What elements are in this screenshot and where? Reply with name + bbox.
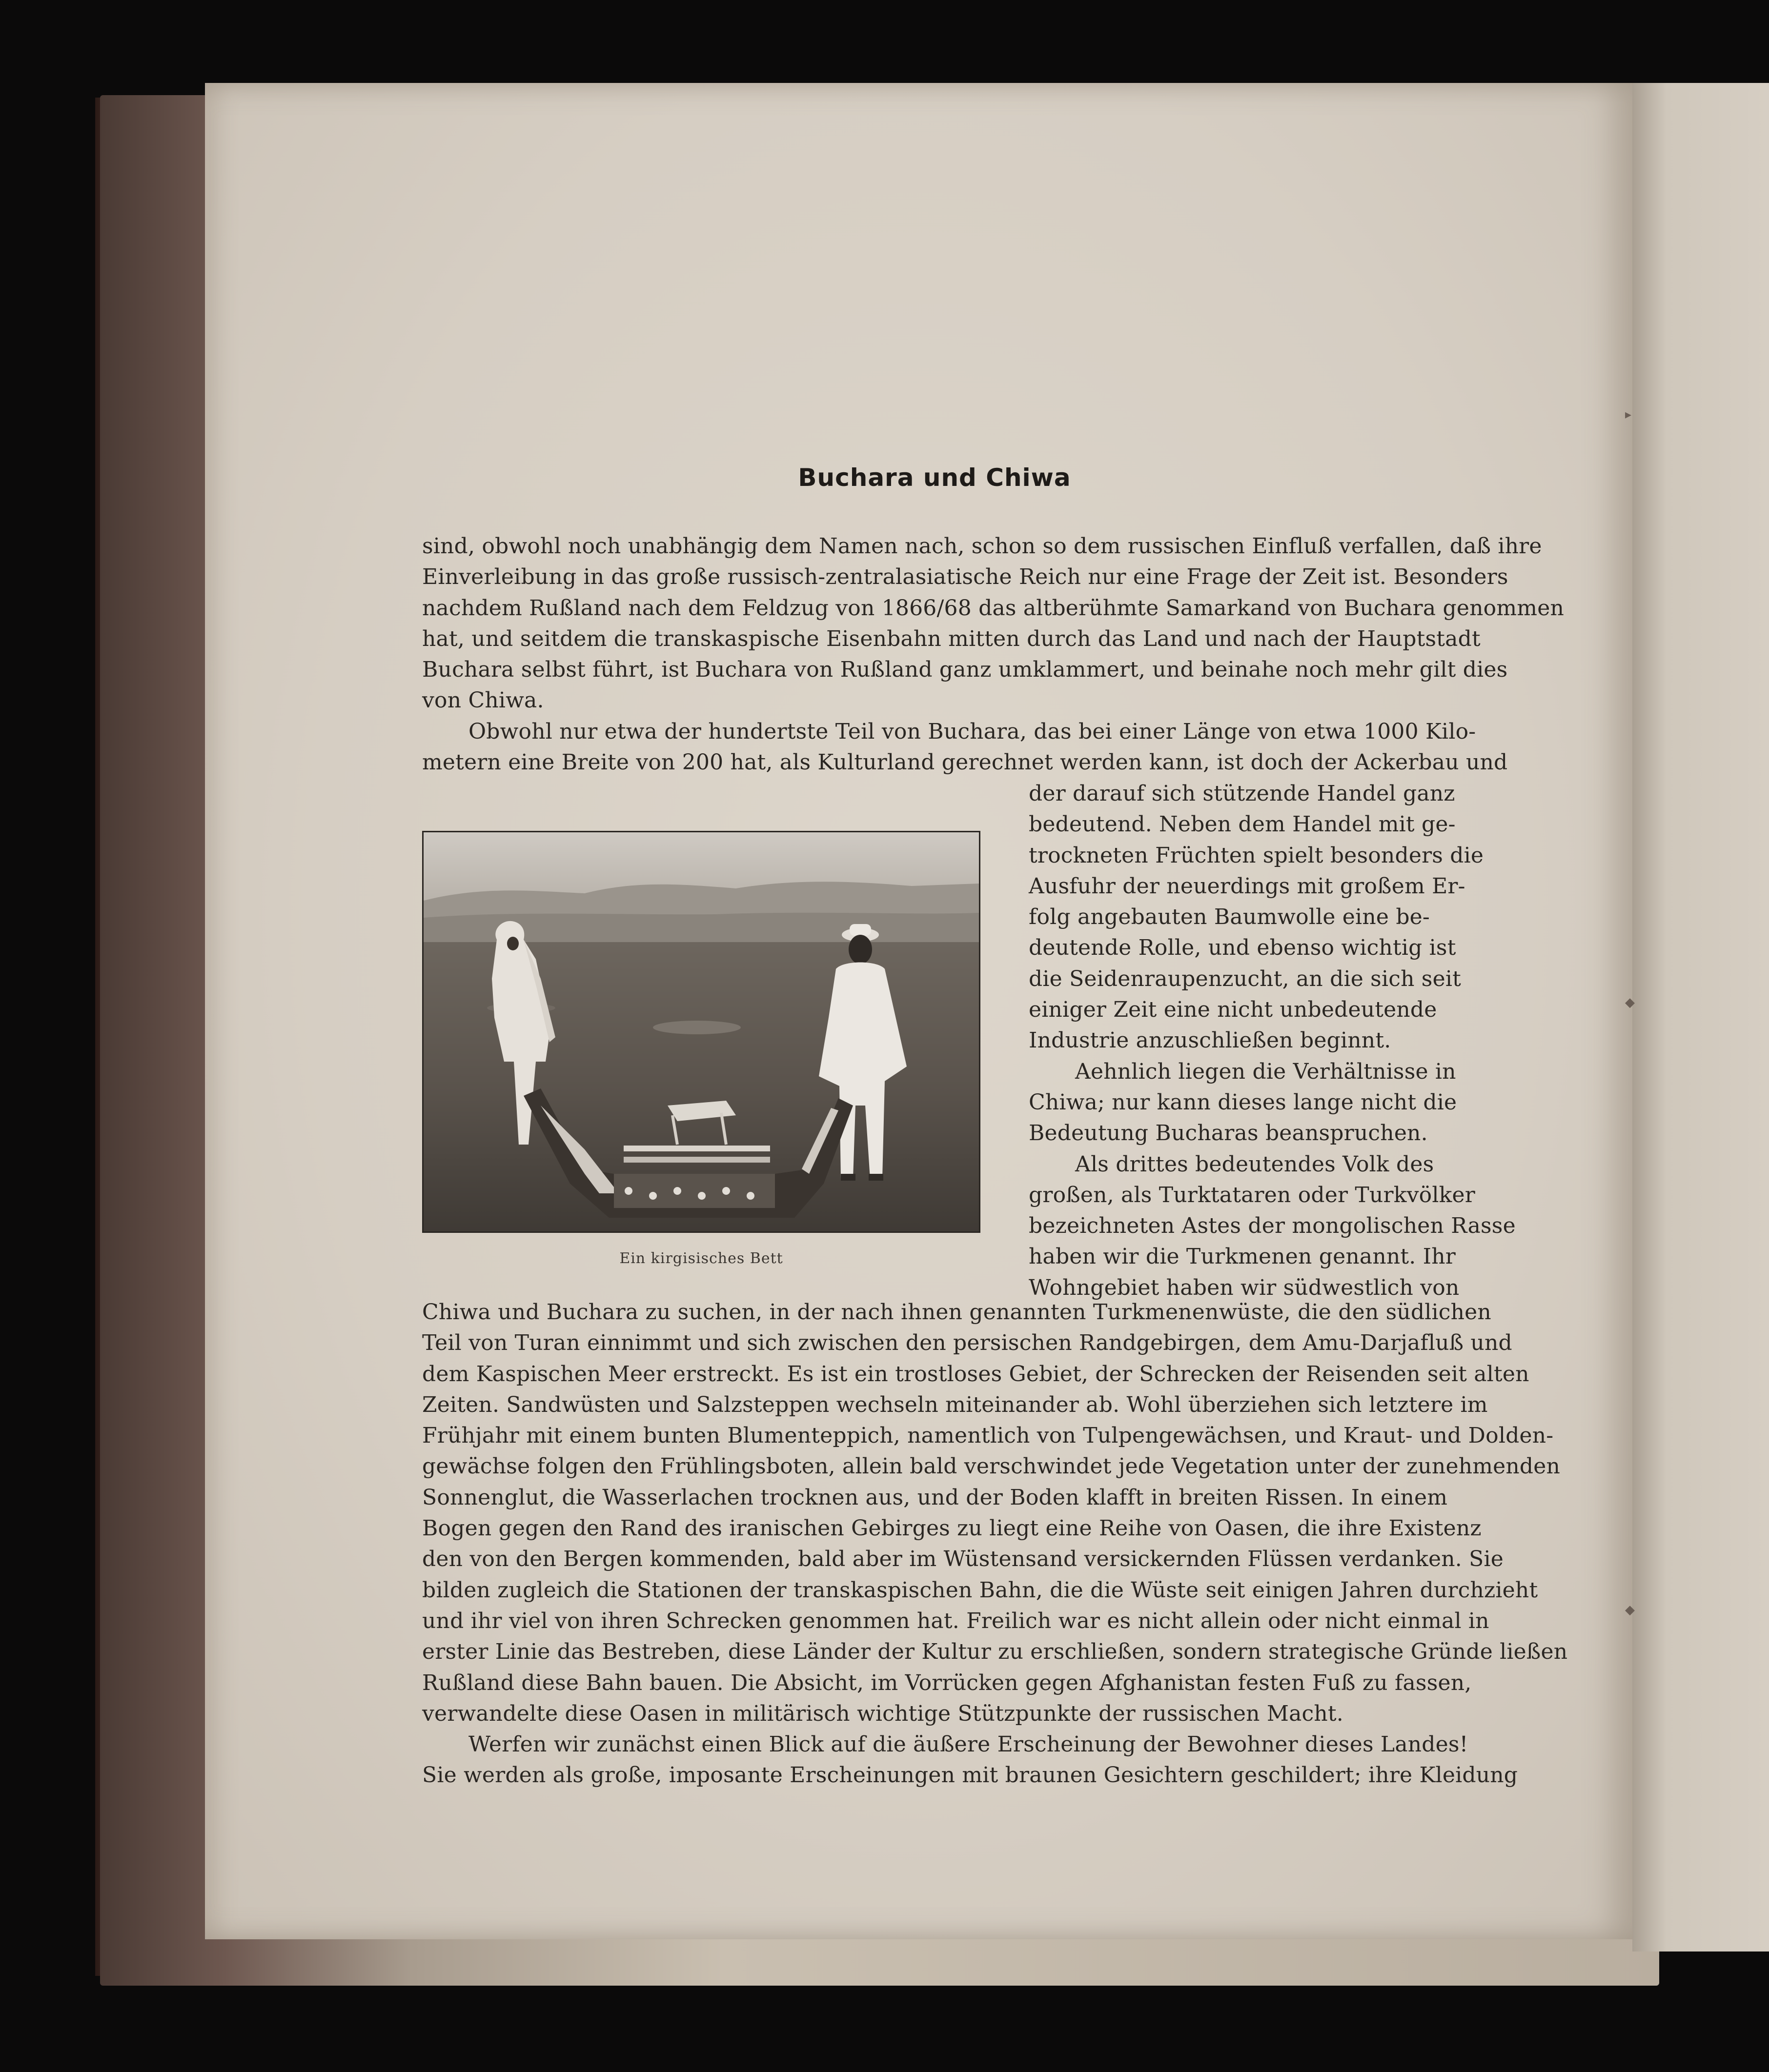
text-line: Zeiten. Sandwüsten und Salzsteppen wechseln miteinander ab. Wohl überziehen sich letztere im (422, 1392, 1488, 1417)
page-title: Buchara und Chiwa (798, 463, 1071, 492)
text-line: bedeutend. Neben dem Handel mit ge- (1029, 812, 1456, 837)
text-line: hat, und seitdem die transkaspische Eisenbahn mitten durch das Land und nach der Hauptstadt (422, 626, 1481, 651)
text-line: metern eine Breite von 200 hat, als Kulturland gerechnet werden kann, ist doch der Ackerbau und (422, 750, 1508, 775)
text-line: folg angebauten Baumwolle eine be- (1029, 905, 1430, 930)
text-line: von Chiwa. (422, 688, 544, 713)
text-block-side-column (1029, 778, 1516, 1303)
text-line: Bogen gegen den Rand des iranischen Gebirges zu liegt eine Reihe von Oasen, die ihre Existenz (422, 1516, 1482, 1541)
text-block-bottom (422, 1297, 1568, 1791)
text-line: und ihr viel von ihren Schrecken genommen hat. Freilich war es nicht allein oder nicht einmal in (422, 1608, 1489, 1633)
text-line: Werfen wir zunächst einen Blick auf die äußere Erscheinung der Bewohner dieses Landes! (468, 1732, 1468, 1757)
text-line: Buchara selbst führt, ist Buchara von Rußland ganz umklammert, und beinahe noch mehr gilt dies (422, 657, 1508, 683)
text-line: der darauf sich stützende Handel ganz (1029, 781, 1455, 806)
text-line: Rußland diese Bahn bauen. Die Absicht, im Vorrücken gegen Afghanistan festen Fuß zu fassen, (422, 1670, 1472, 1695)
text-line: Als drittes bedeutendes Volk des (1075, 1151, 1434, 1177)
text-line: Frühjahr mit einem bunten Blumenteppich, namentlich von Tulpengewächsen, und Kraut- und Dolden- (422, 1423, 1554, 1448)
text-line: verwandelte diese Oasen in militärisch wichtige Stützpunkte der russischen Macht. (422, 1701, 1343, 1726)
text-line: einiger Zeit eine nicht unbedeutende (1029, 997, 1437, 1023)
text-line: den von den Bergen kommenden, bald aber im Wüstensand versickernden Flüssen verdanken. Sie (422, 1547, 1504, 1572)
text-line: Aehnlich liegen die Verhältnisse in (1075, 1059, 1456, 1084)
text-line: dem Kaspischen Meer erstreckt. Es ist ein trostloses Gebiet, der Schrecken der Reisenden seit alten (422, 1361, 1529, 1387)
facing-page-edge (1632, 83, 1769, 1951)
text-line: Teil von Turan einnimmt und sich zwischen den persischen Randgebirgen, dem Amu-Darjafluß und (422, 1330, 1512, 1356)
text-line: Chiwa; nur kann dieses lange nicht die (1029, 1089, 1457, 1115)
text-line: bezeichneten Astes der mongolischen Rasse (1029, 1213, 1516, 1239)
text-line: Chiwa und Buchara zu suchen, in der nach ihnen genannten Turkmenenwüste, die den südlichen (422, 1300, 1491, 1325)
text-line: nachdem Rußland nach dem Feldzug von 1866/68 das altberühmte Samarkand von Buchara genommen (422, 595, 1564, 621)
text-line: Wohngebiet haben wir südwestlich von (1029, 1275, 1460, 1300)
text-line: gewächse folgen den Frühlingsboten, allein bald verschwindet jede Vegetation unter der zunehmenden (422, 1454, 1561, 1479)
text-line: haben wir die Turkmenen genannt. Ihr (1029, 1244, 1456, 1269)
margin-mark: ▸ (1625, 407, 1632, 422)
text-line: erster Linie das Bestreben, diese Länder der Kultur zu erschließen, sondern strategische Gründe ließen (422, 1639, 1568, 1665)
text-line: die Seidenraupenzucht, an die sich seit (1029, 966, 1461, 991)
text-line: Einverleibung in das große russisch-zentralasiatische Reich nur eine Frage der Zeit ist. Besonders (422, 564, 1508, 590)
text-line: Ausfuhr der neuerdings mit großem Er- (1029, 873, 1465, 899)
margin-mark: ◆ (1625, 995, 1635, 1010)
text-line: Industrie anzuschließen beginnt. (1029, 1028, 1391, 1053)
text-line: Bedeutung Bucharas beanspruchen. (1029, 1121, 1428, 1146)
figure-photograph (422, 831, 980, 1233)
text-block-top (422, 531, 1564, 778)
text-line: trockneten Früchten spielt besonders die (1029, 843, 1484, 868)
text-line: bilden zugleich die Stationen der transkaspischen Bahn, die die Wüste seit einigen Jahren durchzieht (422, 1577, 1538, 1603)
text-line: großen, als Turktataren oder Turkvölker (1029, 1182, 1475, 1207)
text-line: deutende Rolle, und ebenso wichtig ist (1029, 935, 1456, 961)
text-line: Sie werden als große, imposante Erscheinungen mit braunen Gesichtern geschildert; ihre Kleidung (422, 1763, 1518, 1788)
margin-mark: ◆ (1625, 1603, 1635, 1617)
figure-caption: Ein kirgisisches Bett (619, 1250, 783, 1267)
text-line: sind, obwohl noch unabhängig dem Namen nach, schon so dem russischen Einfluß verfallen, daß ihre (422, 534, 1542, 559)
text-line: Obwohl nur etwa der hundertste Teil von Buchara, das bei einer Länge von etwa 1000 Kilo- (468, 719, 1476, 744)
text-line: Sonnenglut, die Wasserlachen trocknen aus, und der Boden klafft in breiten Rissen. In einem (422, 1485, 1448, 1510)
photo-illustration (424, 832, 979, 1231)
